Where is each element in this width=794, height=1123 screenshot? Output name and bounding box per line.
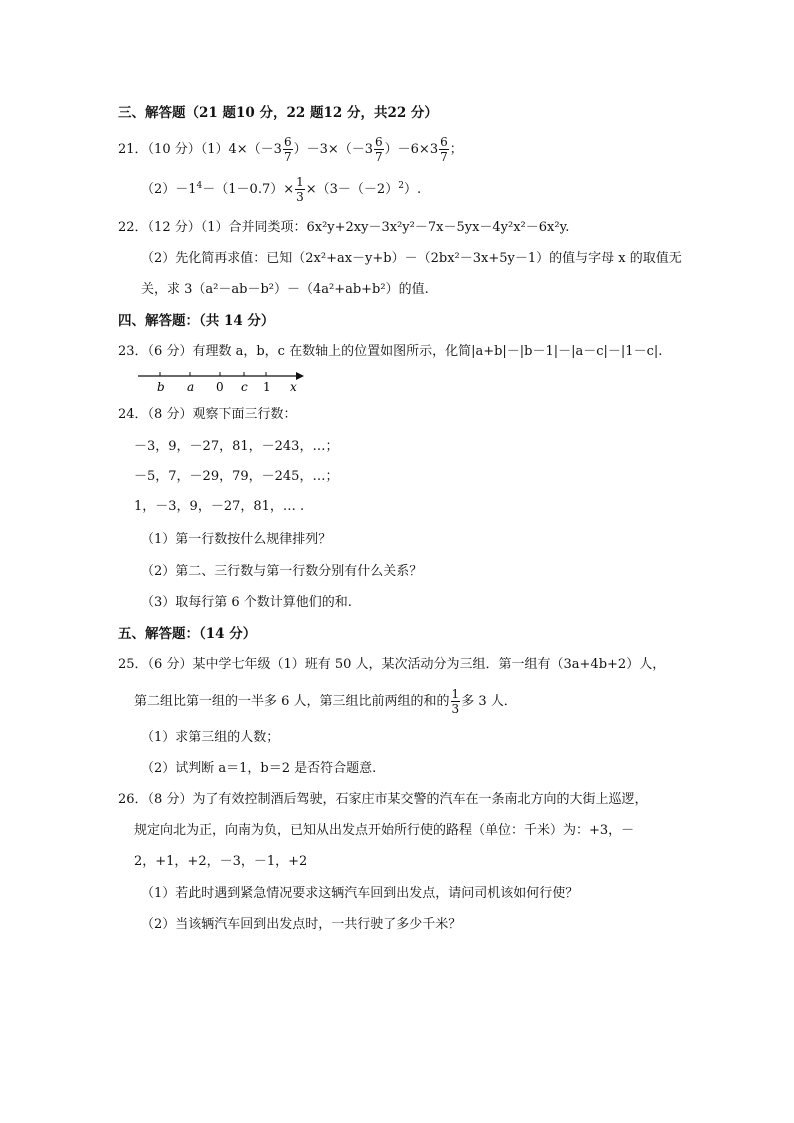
q24-row3: 1，－3，9，－27，81，… . [134,499,305,514]
section-4-title: 四、解答题：（共 14 分） [118,313,275,329]
number-line-arrow [296,372,304,380]
q22-line3: 关，求 3（a²－ab－b²）－（4a²+ab+b²）的值. [141,282,429,297]
q24-line1: 24．（8 分）观察下面三行数： [118,407,297,422]
q26-line1: 26．（8 分）为了有效控制酒后驾驶，石家庄市某交警的汽车在一条南北方向的大街上巡逻， [118,792,648,807]
q21-part2: $(2)-1^4-(1-0.7)\times$ $\frac{1}{3}$ $\times(3-(-2)^2)$. [141,175,422,204]
label-b: b [157,380,165,394]
q25-part2: （2）试判断 a＝1，b＝2 是否符合题意. [141,761,377,776]
label-0: 0 [216,380,224,394]
q26-line2: 规定向北为正，向南为负，已知从出发点开始所行使的路程（单位：千米）为：+3，－ [134,823,635,838]
q22-line1: 22．（12 分）（1）合并同类项：6x²y+2xy－3x²y²－7x－5yx－4y²x²－6x²y. [118,220,570,235]
q24-row2: －5，7，－29，79，－245，…； [134,469,339,484]
fraction-6-7: $\frac{6}{7}$ [440,135,448,164]
label-x: x [290,380,297,394]
label-c: c [241,380,248,394]
q25-part1: （1）求第三组的人数； [141,730,280,745]
section-3-title: 三、解答题（21 题10 分，22 题12 分，共22 分） [118,105,438,121]
fraction-1-3: $\frac{1}{3}$ [296,175,304,204]
q24-part1: （1）第一行数按什么规律排列？ [141,532,332,547]
fraction-6-7: $\frac{6}{7}$ [375,135,383,164]
q24-row1: －3，9，－27，81，－243，…； [134,439,339,454]
section-5-title: 五、解答题：（14 分） [118,626,257,642]
q26-part2: （2）当该辆汽车回到出发点时，一共行驶了多少千米？ [141,917,462,932]
q25-line1: 25．（6 分）某中学七年级（1）班有 50 人，某次活动分为三组．第一组有（3a+4b+2）人， [118,657,666,672]
label-a: a [187,380,195,394]
q25-line2: 第二组比第一组的一半多 6 人，第三组比前两组的和的 $\frac{1}{3}$ 多 3 人． [134,687,517,716]
q24-part2: （2）第二、三行数与第一行数分别有什么关系？ [141,564,423,579]
q26-line3: 2，+1，+2，－3，－1，+2 [134,854,308,869]
label-1: 1 [263,380,271,394]
q26-part1: （1）若此时遇到紧急情况要求这辆汽车回到出发点，请问司机该如何行使？ [141,886,579,901]
number-line-figure [138,368,308,398]
q24-part3: （3）取每行第 6 个数计算他们的和. [141,595,352,610]
fraction-6-7: $\frac{6}{7}$ [283,135,292,164]
q23-line1: 23．（6 分）有理数 a，b，c 在数轴上的位置如图所示，化简|a+b|－|b－1|－|a－c|－|1－c|. [118,344,663,359]
q22-line2: （2）先化简再求值：已知（2x²+ax－y+b）－（2bx²－3x+5y－1）的值与字母 x 的取值无 [141,251,682,266]
fraction-1-3: $\frac{1}{3}$ [451,687,460,716]
q21-part1: 21．（10 分）（1）4×（－3 $\frac{6}{7}$ ）－3×（－3 $\frac{6}{7}$ ）－6×3 $\frac{6}{7}$ ； [118,135,463,164]
